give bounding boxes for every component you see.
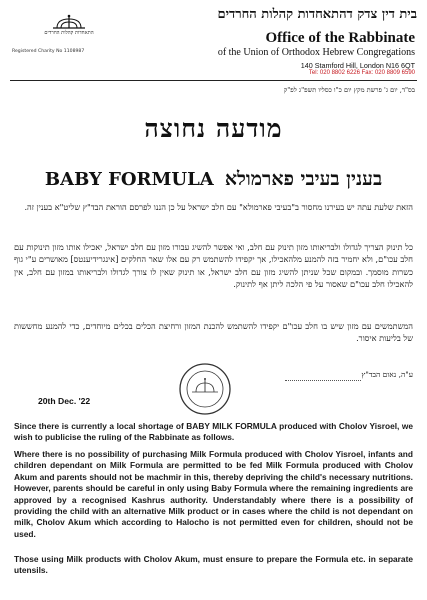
- letterhead-divider: [10, 80, 417, 81]
- office-address: 140 Stamford Hill, London N16 6QT: [300, 61, 415, 70]
- english-paragraph: Those using Milk products with Cholov Akum, must ensure to prepare the Formula etc. in separate utensils.: [14, 554, 413, 576]
- organisation-seal: [34, 14, 104, 40]
- office-subtitle: of the Union of Orthodox Hebrew Congregations: [217, 47, 415, 58]
- menorah-emblem-icon: [49, 14, 89, 30]
- hebrew-paragraph: הזאת שלעת עתה יש בעירנו מחסור ב"בעיבי פארמולא" עם חלב ישראל על כן הננו לפרסם הוראת הבד"ץ שליט"א בענין זה.: [24, 202, 413, 212]
- registered-charity-number: Registered Charity No 1108987: [12, 49, 85, 54]
- english-paragraph: Since there is currently a local shortage of BABY MILK FORMULA produced with Cholov Yisroel, we wish to publicise the ruling of the Rabbinate as follows.: [14, 421, 413, 443]
- signature-stroke: [285, 380, 361, 381]
- hebrew-dateline: בס"ד, יום ג' פרשת מקץ יום כ"ו כסליו תשפ"ג לפ"ק: [283, 86, 415, 94]
- seal-hebrew-text: התאחדות קהלות החרדים: [44, 30, 94, 36]
- signature-line: ע"ה, נאום הבד"ץ: [361, 370, 413, 379]
- english-paragraph: Where there is no possibility of purchasing Milk Formula produced with Cholov Yisroel, infants and children dependant on Milk Formula are permitted to be fed Milk Formula produced with Cholov Akum and parents should not be machmir in this, thereby depriving the child's necessary nutritions. However, parents should be careful in only using Baby Formula where the remaining ingredients are approved by a recognised Kashrus authority. Understandably where there is a possibility of providing the child with an alternative Milk product or in cases where the child is not dependant on milk, Cholov Akum which according to Halocho is not permitted even for children, should not be used.: [14, 449, 413, 539]
- office-title: Office of the Rabbinate: [265, 30, 415, 46]
- notice-heading: מודעה נחוצה: [144, 114, 283, 143]
- rabbinate-stamp-icon: [178, 362, 232, 416]
- office-contact: Tel: 020 8802 6226 Fax: 020 8809 6590: [308, 70, 415, 76]
- hebrew-paragraph: המשתמשים עם מזון שיש בו חלב עכו"ם יקפידו להשתמש להכנת המזון ורחיצת הכלים בכלים מיוחדים, כדי להמנע מחששות של בליעות איסור.: [14, 321, 413, 344]
- hebrew-org-name: בית דין צדק דהתאחדות קהלות החרדים: [217, 7, 417, 22]
- subject-hebrew: בענין בעיבי פארמולא: [224, 168, 383, 190]
- subject-line: [0, 168, 427, 191]
- subject-english: BABY FORMULA: [44, 169, 214, 190]
- notice-date: 20th Dec. '22: [38, 396, 91, 406]
- hebrew-paragraph: כל תינוק הצריך לגדולו ולבריאותו מזון תינוק עם חלב, ואי אפשר להשיג עבורו מזון עם חלב ישראל, יאכילו אותו מזון תינוקות עם חלב עכו"ם, ולא יחמיר בזה להמנע מלהאכילו, אך יקפידו להשתמש רק עם אלו שאר החלקים [אינגרידיענטס] מאושרים ע"י גוף כשרות מוסמך. ובמקום שכל שניתן להשיג מזון עם חלב ישראל, או תינוק שאין לו צורך לגדולו ולבריאותו במזון עם חלב, אין להאכילו חלב עכו"ם שאסור על פי הלכה ליתן אף לתינוק.: [14, 242, 413, 290]
